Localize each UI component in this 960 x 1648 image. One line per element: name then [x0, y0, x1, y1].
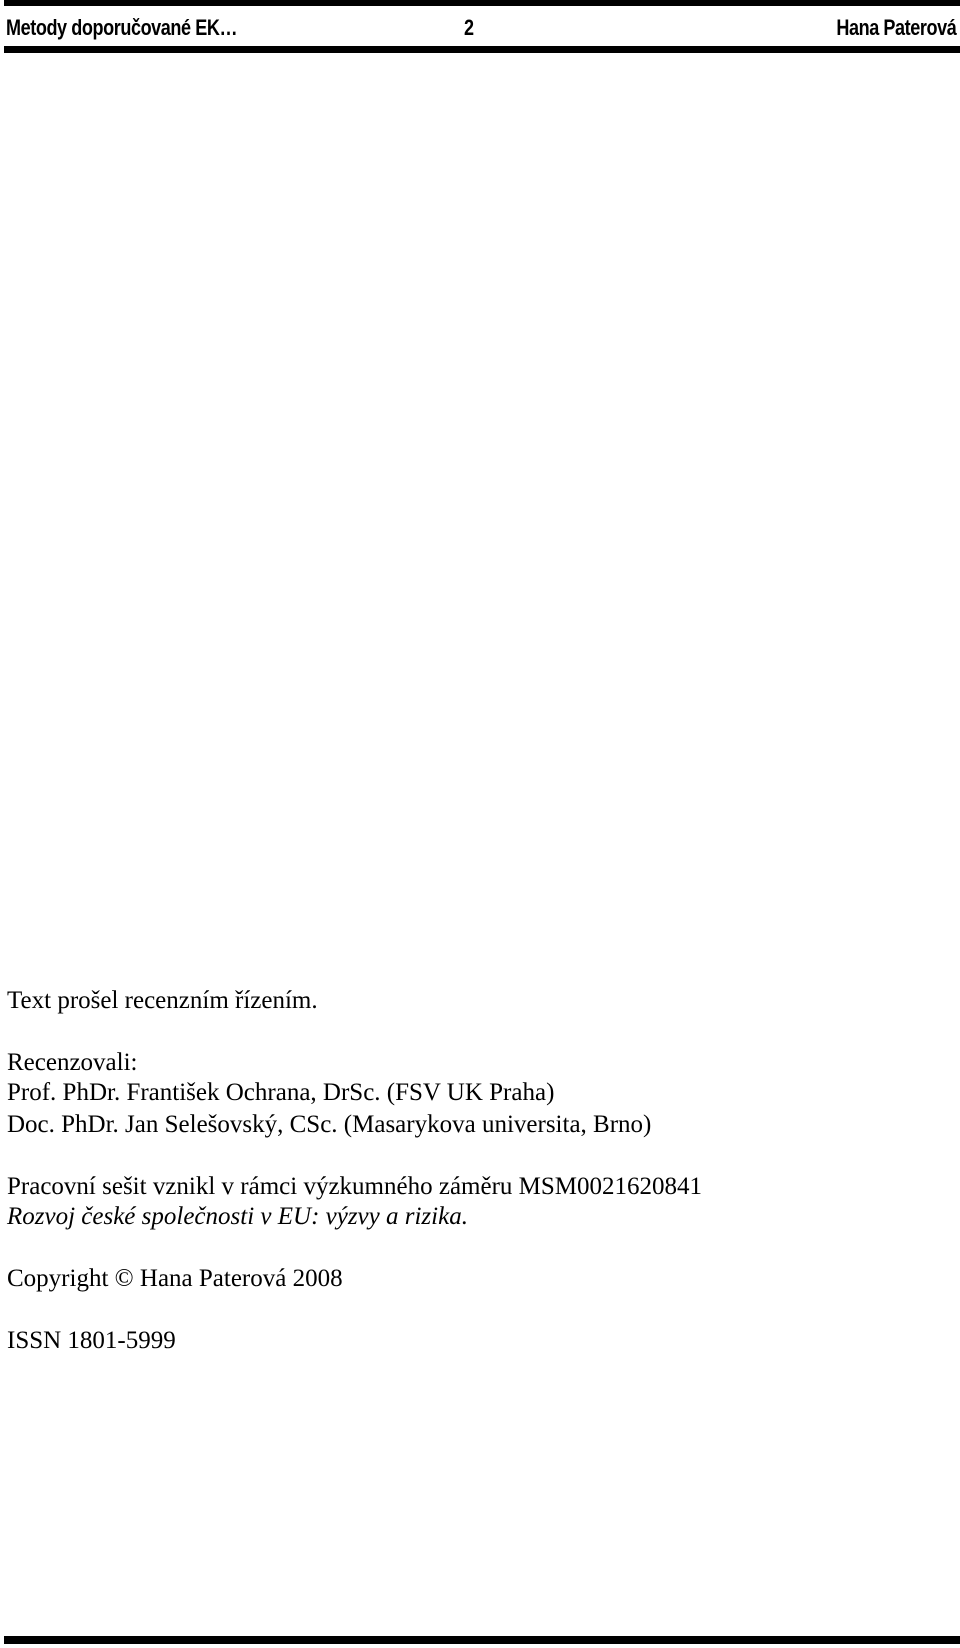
reviewer-2: Doc. PhDr. Jan Selešovský, CSc. (Masarykova universita, Brno) [7, 1111, 652, 1138]
review-note: Text prošel recenzním řízením. [7, 987, 318, 1014]
copyright: Copyright © Hana Paterová 2008 [7, 1265, 343, 1292]
header-title: Metody doporučované EK… [6, 15, 238, 40]
issn: ISSN 1801-5999 [7, 1327, 176, 1354]
project-title: Rozvoj české společnosti v EU: výzvy a rizika. [7, 1203, 468, 1230]
footer-rule [4, 1636, 960, 1644]
header-rule-top [4, 0, 960, 6]
running-header [4, 0, 960, 56]
reviewer-1: Prof. PhDr. František Ochrana, DrSc. (FSV UK Praha) [7, 1079, 555, 1106]
origin-line: Pracovní sešit vznikl v rámci výzkumného záměru MSM0021620841 [7, 1173, 703, 1200]
reviewers-label: Recenzovali: [7, 1049, 138, 1076]
page-number: 2 [464, 15, 474, 40]
header-rule-bottom [4, 46, 960, 53]
header-author: Hana Paterová [835, 15, 956, 40]
